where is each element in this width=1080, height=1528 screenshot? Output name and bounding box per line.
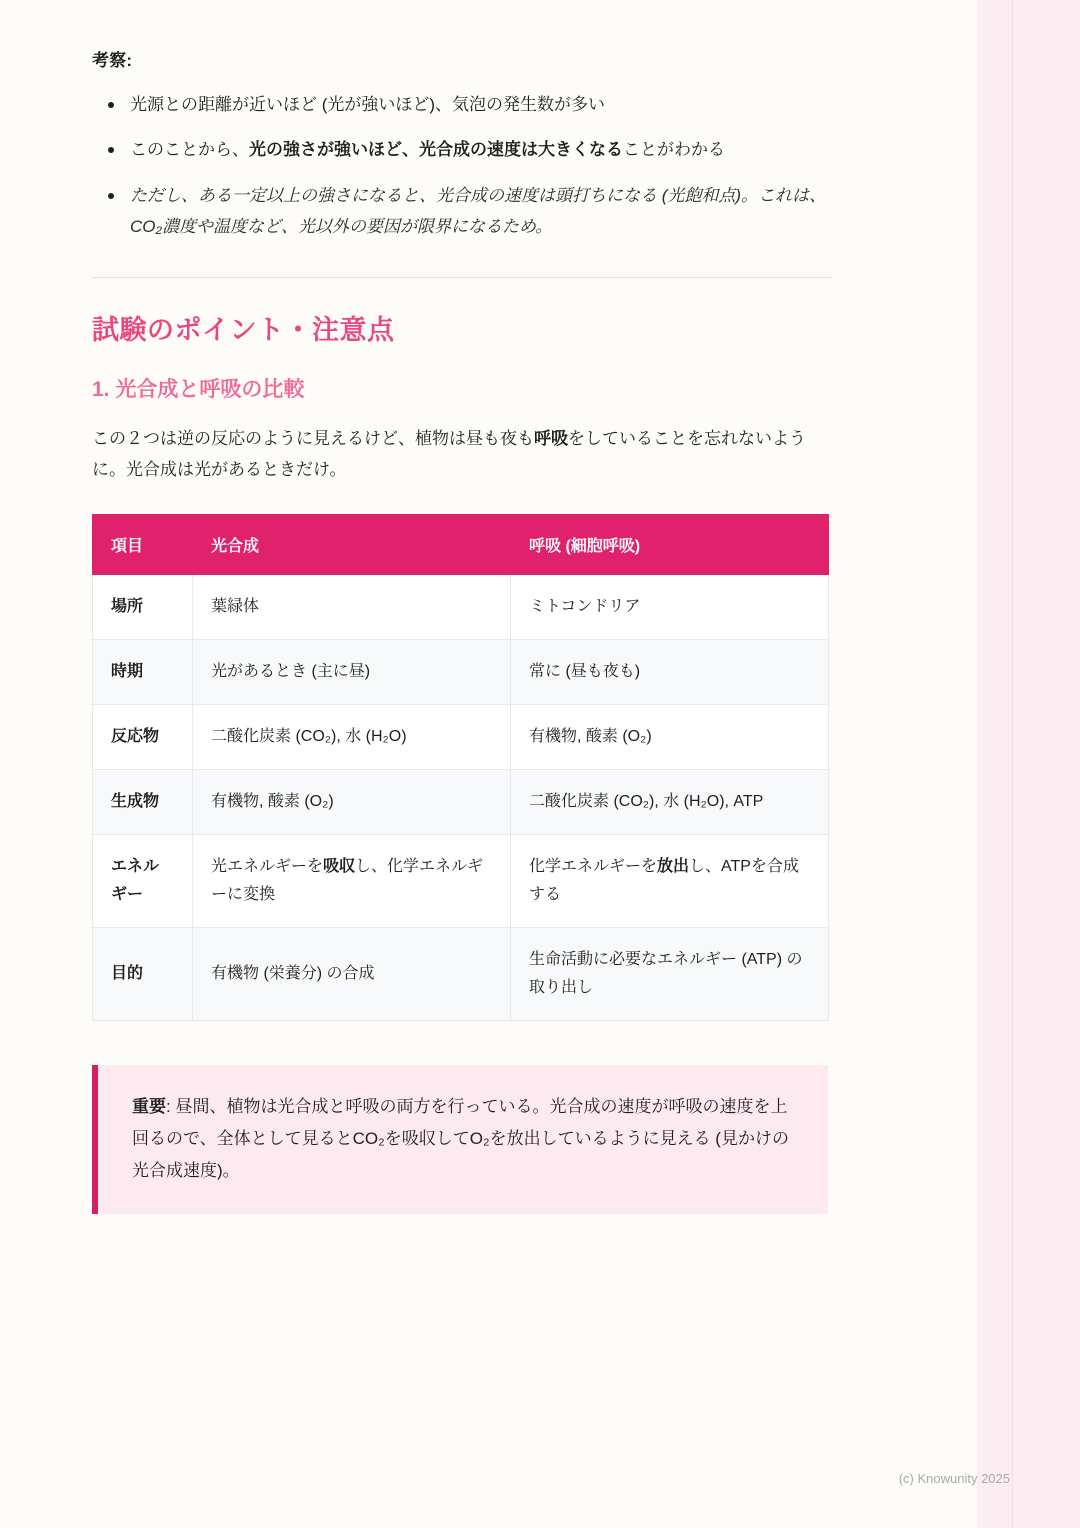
bullet-text-2-pre: このことから、 [130, 140, 249, 160]
table-cell-photosynthesis: 有機物, 酸素 (O₂) [193, 769, 511, 834]
bullet-text-2-post: ことがわかる [623, 140, 725, 160]
table-header-row [93, 514, 829, 574]
cell-text-pre: 光エネルギーを [211, 857, 324, 875]
table-header-item: 項目 [93, 514, 193, 574]
intro-paragraph [92, 423, 832, 486]
table-row [93, 927, 829, 1020]
table-cell-item: エネルギー [93, 834, 193, 927]
section-divider [92, 277, 832, 278]
table-cell-respiration: 二酸化炭素 (CO₂), 水 (H₂O), ATP [511, 769, 829, 834]
list-item [126, 180, 832, 243]
callout-body: : 昼間、植物は光合成と呼吸の両方を行っている。光合成の速度が呼吸の速度を上回るので、全体として見るとCO₂を吸収してO₂を放出しているように見える (見かけの光合成速度)。 [132, 1096, 789, 1181]
table-row [93, 769, 829, 834]
table-cell-item: 反応物 [93, 704, 193, 769]
table-cell-photosynthesis: 二酸化炭素 (CO₂), 水 (H₂O) [193, 704, 511, 769]
list-item [126, 134, 832, 165]
table-row [93, 574, 829, 639]
table-row [93, 704, 829, 769]
table-row [93, 639, 829, 704]
callout-label: 重要 [132, 1096, 166, 1116]
observation-bullet-list [92, 89, 832, 243]
comparison-table [92, 514, 829, 1021]
table-cell-photosynthesis [193, 834, 511, 927]
list-item [126, 89, 832, 120]
cell-text-bold: 放出 [657, 857, 690, 875]
kousatsu-heading: 考察: [92, 51, 133, 70]
table-cell-item: 目的 [93, 927, 193, 1020]
table-header-respiration: 呼吸 (細胞呼吸) [511, 514, 829, 574]
cell-text-post: し、ATPを合成する [529, 857, 799, 903]
bullet-text-2-bold: 光の強さが強いほど、光合成の速度は大きくなる [249, 140, 623, 160]
cell-text-bold: 吸収 [323, 857, 356, 875]
intro-paragraph-pre: この２つは逆の反応のように見えるけど、植物は昼も夜も [92, 428, 534, 448]
table-row [93, 834, 829, 927]
copyright-notice: (c) Knowunity 2025 [898, 1471, 1010, 1486]
table-cell-item: 時期 [93, 639, 193, 704]
table-cell-respiration [511, 834, 829, 927]
table-header-photosynthesis: 光合成 [193, 514, 511, 574]
subsection-title: 1. 光合成と呼吸の比較 [92, 377, 305, 401]
cell-text-post: し、化学エネルギーに変換 [211, 857, 484, 903]
table-cell-respiration: ミトコンドリア [511, 574, 829, 639]
intro-paragraph-post: をしていることを忘れないように。光合成は光があるときだけ。 [92, 428, 806, 480]
table-cell-photosynthesis: 葉緑体 [193, 574, 511, 639]
bullet-text-3: ただし、ある一定以上の強さになると、光合成の速度は頭打ちになる (光飽和点)。これは、CO₂濃度や温度など、光以外の要因が限界になるため。 [130, 185, 827, 237]
document-content [92, 0, 832, 1214]
important-callout [92, 1065, 828, 1214]
table-cell-respiration: 常に (昼も夜も) [511, 639, 829, 704]
table-cell-respiration: 有機物, 酸素 (O₂) [511, 704, 829, 769]
callout-text [132, 1091, 798, 1188]
table-cell-respiration: 生命活動に必要なエネルギー (ATP) の取り出し [511, 927, 829, 1020]
table-cell-photosynthesis: 有機物 (栄養分) の合成 [193, 927, 511, 1020]
right-decorative-strip-inner [1012, 0, 1080, 1528]
section-title: 試験のポイント・注意点 [92, 314, 395, 345]
table-cell-item: 生成物 [93, 769, 193, 834]
cell-text-pre: 化学エネルギーを [529, 857, 658, 875]
right-decorative-strip [977, 0, 1080, 1528]
bullet-text-1: 光源との距離が近いほど (光が強いほど)、気泡の発生数が多い [130, 95, 606, 114]
table-cell-item: 場所 [93, 574, 193, 639]
intro-paragraph-bold: 呼吸 [534, 428, 568, 448]
table-cell-photosynthesis: 光があるとき (主に昼) [193, 639, 511, 704]
